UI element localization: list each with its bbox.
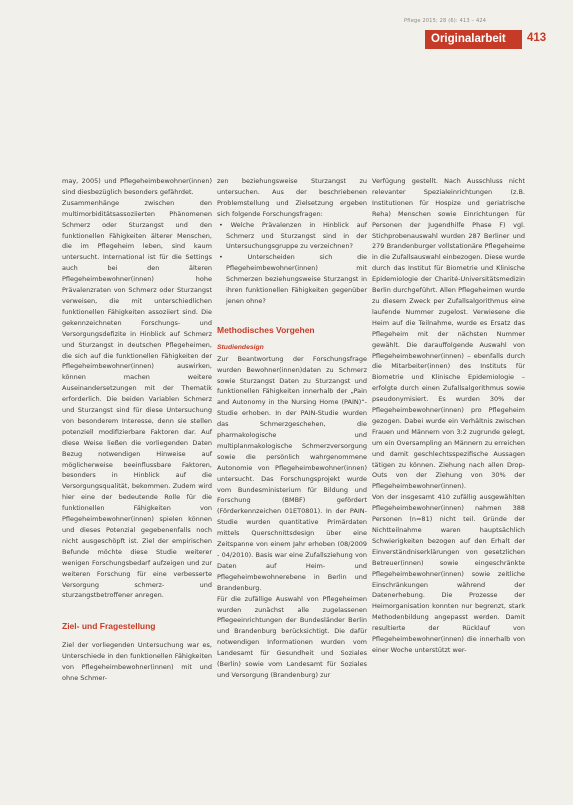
section-label-bar	[425, 30, 522, 49]
paragraph: Ziel der vorliegenden Untersuchung war es, Unterschiede in den funktionellen Fähigkeiten von Pflegeheimbewohner(innen) mit und ohne Schmer-	[62, 641, 212, 682]
bullet-item: • Welche Prävalenzen in Hinblick auf Schmerz und Sturzangst sind in der Untersuchungsgruppe zu verzeichnen?	[219, 220, 367, 251]
section-heading-ziel: Ziel- und Fragestellung	[62, 621, 156, 632]
column-1	[62, 176, 212, 684]
bullet-item: • Unterscheiden sich die Pflegeheimbewohner(innen) mit Schmerzen beziehungsweise Sturzangst in ihren funktionellen Fähigkeiten gegenüber jenen ohne?	[219, 253, 367, 305]
section-label: Originalarbeit	[431, 33, 506, 45]
paragraph: Verfügung gestellt. Nach Ausschluss nicht relevanter Spezialeinrichtungen (z.B. Institutionen für Hospize und geriatrische Reha) Menschen sowie Einrichtungen für Personen der Jugendhilfe Phase F) vgl. Stichprobenauswahl wurden 287 Berliner und 279 Brandenburger vollstationäre Pflegeheime in die Zufallsauswahl einbezogen. Diese wurde durch das Institut für Biometrie und Klinische Epidemiologie der Charité-Universitätsmedizin Berlin durchgeführt. Allen Pflegeheimen wurde zu diesem Zweck per Zufallsalgorithmus eine laufende Nummer zugelost. Verwiesene die Heim auf die Teilnahme, wurde es Ersatz das Pflegeheim mit der nächsten Nummer gewählt. Die darauffolgende Auswahl von Pflegeheimbewohner(innen) – ebenfalls durch die Mitarbeiter(innen) des Instituts für Biometrie und Klinische Epidemiologie – erfolgte durch einen Zufallsalgorithmus sowie pseudonymisiert. Es wurden 30% der Pflegeheimbewohner(innen) pro Pflegeheim gezogen. Dabei wurde ein Verhältnis zwischen Frauen und Männern von 3:2 zugrunde gelegt, um ein Oversampling an Männern zu erreichen und damit geschlechtsspezifische Aussagen tätigen zu können. Ziehung nach allen Drop-Outs von der Ziehung von 30% der Pflegeheimbewohner(innen).	[372, 177, 525, 491]
column-3	[372, 176, 525, 656]
subsection-heading-studiendesign: Studiendesign	[217, 343, 264, 351]
page-number: 413	[527, 32, 547, 44]
journal-reference: Pflege 2015; 28 (6): 413 – 424	[404, 18, 487, 24]
paragraph: Für die zufällige Auswahl von Pflegeheimen wurden zunächst alle zugelassenen Pflegeeinrichtungen der Bundesländer Berlin und Brandenburg berücksichtigt. Die dafür notwendigen Informationen wurden vom Landesamt für Gesundheit und Soziales (Berlin) sowie vom Landesamt für Soziales und Versorgung (Brandenburg) zur	[217, 594, 367, 679]
paragraph: Von der insgesamt 410 zufällig ausgewählten Pflegeheimbewohner(innen) nahmen 388 Personen (n=81) nicht teil. Gründe der Nichtteilnahme waren hauptsächlich Schwierigkeiten bezogen auf den Erhalt der Einverständniserklärungen von gesetzlichen Betreuer(innen) sowie eingeschränkte Pflegeheimbewohner(innen) sowie zeitliche Einschränkungen während der Datenerhebung. Die Prozesse der Heimorganisation konnten nur begrenzt, stark Methodenbildung angepasst werden. Damit resultierte der Rücklauf von Pflegeheimbewohner(innen) die innerhalb von einer Woche unterstützt wer-	[372, 493, 525, 654]
section-heading-methodisches-vorgehen: Methodisches Vorgehen	[217, 324, 315, 335]
paragraph: Zur Beantwortung der Forschungsfrage wurden Bewohner(innen)daten zu Schmerz sowie Sturzangst Daten zu Sturzangst und funktionellen Fähigkeiten innerhalb der „Pain and Autonomy in the Nursing Home (PAIN)“-Studie erhoben. In der PAIN-Studie wurden das Schmerzgeschehen, die pharmakologische und multiplanmakologische Schmerzversorgung sowie die persönlich wahrgenommene Autonomie von Pflegeheimbewohner(innen) untersucht. Das Forschungsprojekt wurde vom Bundesministerium für Bildung und Forschung (BMBF) gefördert (Förderkennzeichen 01ET0801). In der PAIN-Studie wurden quantitative Primärdaten mittels Querschnittsdesign über eine Zeitspanne von einem Jahr erhoben (08/2009 - 04/2010). Basis war eine Zufallsziehung von Daten auf Heim- und Pflegeheimbewohnerebene in Berlin und Brandenburg.	[217, 354, 367, 592]
column-2	[217, 176, 367, 681]
paragraph: may, 2005) und Pflegeheimbewohner(innen) sind diesbezüglich besonders gefährdet.	[62, 177, 212, 196]
paragraph: zen beziehungsweise Sturzangst zu untersuchen. Aus der beschriebenen Problemstellung und Zielsetzung ergeben sich folgende Forschungsfragen:	[217, 177, 367, 218]
paragraph: Zusammenhänge zwischen den multimorbiditätsassoziierten Phänomenen Schmerz oder Sturzangst und den funktionellen Fähigkeiten älterer Menschen, die im Pflegeheim leben, sind kaum untersucht. International ist für die Settings auch bei den älteren Pflegeheimbewohner(innen) hohe Prävalenzraten von Schmerz oder Sturzangst verweisen, die mit unterschiedlichen funktionellen Fähigkeiten assoziiert sind. Die gekennzeichneten Forschungs- und Versorgungsdefizite in Hinblick auf Schmerz und Sturzangst in deutschen Pflegeheimen, die sich auf die funktionellen Fähigkeiten der Pflegeheimbewohner(innen) auswirken, können machen weitere Auseinandersetzungen mit der Thematik erforderlich. Die beiden Variablen Schmerz und Sturzangst sind für diese Untersuchung von besonderem Interesse, denn sie stellen potenziell modifizierbare Faktoren dar. Auf diese Weise ließen die vorliegenden Daten Bezug notwendigen Hinweise auf möglicherweise beeinflussbare Faktoren, besonders in Hinblick auf die Versorgungsqualität, bekommen. Zudem wird hier eine der bedeutende Rolle für die funktionellen Fähigkeiten von Pflegeheimbewohner(innen) spielen können und dieses Potenzial gegebenenfalls noch nicht ausgeschöpft ist. Ziel der empirischen Befunde möchte diese Studie weiterer wenigen Forschungsbedarf aufzeigen und zur weiteren Forschung für eine verbesserte Versorgung schmerz- und sturzangstbetroffener anregen.	[62, 198, 212, 600]
